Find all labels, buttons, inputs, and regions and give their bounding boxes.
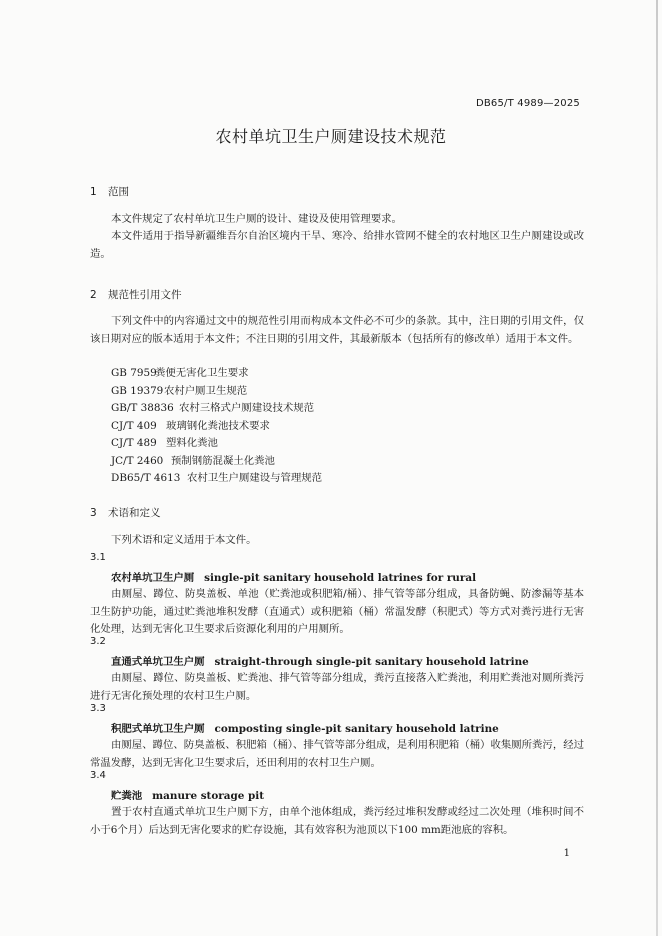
term-definition [90, 804, 584, 839]
section-3-heading [90, 505, 161, 520]
section-2-title: 规范性引用文件 [108, 289, 182, 301]
reference-code: GB/T 38836 [111, 402, 174, 414]
term-heading [111, 720, 499, 735]
term-definition [90, 737, 584, 772]
section-2-intro-text: 下列文件中的内容通过文中的规范性引用而构成本文件必不可少的条款。其中，注日期的引用文件，仅该日期对应的版本适用于本文件；不注日期的引用文件，其最新版本（包括所有的修改单）适用于本文件。 [90, 315, 584, 345]
reference-code: CJ/T 409 [111, 419, 157, 432]
section-1-number: 1 [90, 186, 97, 198]
reference-item [111, 400, 314, 418]
section-1-para-1 [90, 211, 584, 229]
term-heading [111, 787, 264, 802]
section-1-heading [90, 184, 129, 199]
term-definition-text: 置于农村直通式单坑卫生户厕下方，由单个池体组成，粪污经过堆积发酵或经过二次处理（堆积时间不小于6个月）后达到无害化要求的贮存设施，其有效容积为池顶以下100 mm距池底的容积。 [90, 806, 584, 836]
reference-title: 粪便无害化卫生要求 [155, 367, 249, 379]
reference-item [111, 365, 249, 383]
section-1-para-2-text: 本文件适用于指导新疆维吾尔自治区境内干旱、寒冷、给排水管网不健全的农村地区卫生户厕建设或改造。 [90, 230, 584, 260]
term-en: composting single-pit sanitary household latrine [214, 723, 499, 735]
reference-code: JC/T 2460 [111, 454, 164, 467]
section-2-intro [90, 313, 584, 348]
term-zh: 贮粪池 [111, 790, 143, 802]
section-3-intro-text: 下列术语和定义适用于本文件。 [111, 534, 257, 546]
clause-number: 3.1 [90, 552, 106, 563]
reference-title: 农村户厕卫生规范 [164, 384, 248, 397]
section-1-title: 范围 [108, 186, 129, 198]
section-3-title: 术语和定义 [108, 507, 161, 519]
term-en: single-pit sanitary household latrines for rural [204, 572, 477, 584]
reference-title: 农村卫生户厕建设与管理规范 [187, 472, 323, 484]
reference-item [111, 418, 270, 436]
standard-code: DB65/T 4989—2025 [475, 98, 580, 109]
term-en: manure storage pit [152, 790, 265, 802]
reference-item [111, 383, 247, 401]
term-definition-text: 由厕屋、蹲位、防臭盖板、单池（贮粪池或积肥箱/桶）、排气管等部分组成，具备防蝇、防渗漏等基本卫生防护功能，通过贮粪池堆积发酵（直通式）或积肥箱（桶）常温发酵（积肥式）等方式对粪污进行无害化处理，达到无害化卫生要求后资源化利用的户用厕所。 [90, 588, 584, 635]
reference-title: 农村三格式户厕建设技术规范 [179, 402, 315, 414]
reference-item [111, 435, 218, 453]
section-3-number: 3 [90, 507, 97, 519]
term-definition-text: 由厕屋、蹲位、防臭盖板、贮粪池、排气管等部分组成，粪污直接落入贮粪池，利用贮粪池对厕所粪污进行无害化预处理的农村卫生户厕。 [90, 672, 584, 702]
reference-code: GB 7959 [111, 367, 157, 379]
section-2-heading [90, 287, 182, 302]
term-heading [111, 653, 529, 668]
term-heading [111, 569, 476, 584]
reference-title: 塑料化粪池 [166, 437, 218, 449]
reference-item [111, 453, 275, 471]
reference-code: DB65/T 4613 [111, 472, 181, 484]
reference-code: CJ/T 489 [111, 437, 157, 449]
section-2-number: 2 [90, 289, 97, 301]
reference-title: 预制钢筋混凝土化粪池 [171, 454, 275, 467]
term-zh: 农村单坑卫生户厕 [111, 572, 195, 584]
reference-code: GB 19379 [111, 384, 164, 397]
term-zh: 直通式单坑卫生户厕 [111, 656, 205, 668]
term-definition [90, 586, 584, 639]
document-title: 农村单坑卫生户厕建设技术规范 [215, 127, 447, 146]
section-1-para-2 [90, 228, 584, 263]
reference-title: 玻璃钢化粪池技术要求 [166, 419, 270, 432]
clause-number: 3.4 [90, 770, 106, 781]
term-definition-text: 由厕屋、蹲位、防臭盖板、积肥箱（桶）、排气管等部分组成，是利用积肥箱（桶）收集厕所粪污，经过常温发酵，达到无害化卫生要求后，还田利用的农村卫生户厕。 [90, 739, 584, 769]
term-zh: 积肥式单坑卫生户厕 [111, 723, 205, 735]
term-definition [90, 670, 584, 705]
term-en: straight-through single-pit sanitary household latrine [214, 656, 529, 668]
section-3-intro [90, 532, 584, 550]
clause-number: 3.2 [90, 636, 106, 647]
clause-number: 3.3 [90, 703, 106, 714]
section-1-para-1-text: 本文件规定了农村单坑卫生户厕的设计、建设及使用管理要求。 [111, 213, 402, 225]
page-number: 1 [563, 848, 570, 859]
reference-item [111, 470, 322, 488]
